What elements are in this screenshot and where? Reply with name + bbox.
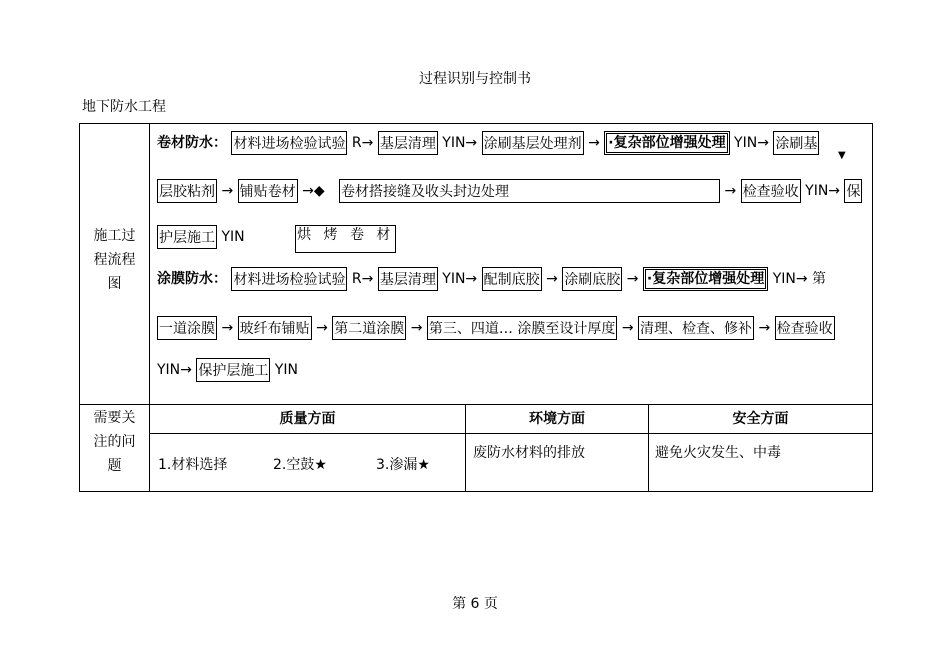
flow-arrow: R→ <box>351 271 374 287</box>
flow-step: 第二道涂膜 <box>332 316 406 340</box>
flow-step: 护层施工 <box>157 225 217 249</box>
flow-arrow: R→ <box>351 135 374 151</box>
flow-step: 保 <box>844 179 862 203</box>
flow-arrow: YIN→ <box>772 271 808 287</box>
membrane-flow-line-3 <box>157 225 396 251</box>
safety-issue: 避免火灾发生、中毒 <box>655 445 781 461</box>
section-title: 地下防水工程 <box>82 99 166 115</box>
flow-step: 涂刷基层处理剂 <box>482 131 584 155</box>
flow-step: 检查验收 <box>741 179 801 203</box>
flow-arrow: YIN→ <box>734 135 769 151</box>
flow-arrow: → <box>221 320 234 336</box>
down-arrow-icon: ▼ <box>838 150 846 161</box>
flow-step-key: ·复杂部位增强处理 <box>604 131 729 155</box>
flow-step: 配制底胶 <box>482 267 542 291</box>
flow-step: 卷材搭接缝及收头封边处理 <box>339 179 720 203</box>
flow-arrow: YIN→ <box>442 271 478 287</box>
flow-arrow: YIN→ <box>442 135 478 151</box>
flowchart-row-label <box>80 224 149 296</box>
flow-step-continued: 第 <box>812 271 827 287</box>
document-title: 过程识别与控制书 <box>419 71 531 87</box>
flow-step: 保护层施工 <box>196 358 270 382</box>
flow-arrow: YIN→ <box>805 183 841 199</box>
environment-header: 环境方面 <box>529 411 585 427</box>
membrane-label: 卷材防水： <box>157 135 227 151</box>
label-line-3: 题 <box>107 458 122 474</box>
flow-arrow: → <box>626 271 639 287</box>
flow-step-key: ·复杂部位增强处理 <box>643 267 768 291</box>
row-divider <box>80 404 872 405</box>
coating-flow-line-1 <box>157 267 826 293</box>
page-number: 第 6 页 <box>452 596 498 612</box>
flow-arrow: → <box>758 320 771 336</box>
flow-step: 清理、检查、修补 <box>638 316 754 340</box>
label-line-2: 程流程 <box>93 252 136 268</box>
flow-step: 基层清理 <box>378 267 438 291</box>
flow-arrow: → <box>588 135 600 151</box>
safety-header: 安全方面 <box>732 411 789 427</box>
quality-issue-1: 1.材料选择 <box>158 457 228 473</box>
flow-arrow: → <box>316 320 328 336</box>
flow-arrow: → <box>621 320 634 336</box>
flow-step: 检查验收 <box>775 316 835 340</box>
flow-step: 层胶粘剂 <box>157 179 217 203</box>
header-divider <box>150 433 872 434</box>
environment-issue: 废防水材料的排放 <box>473 445 585 461</box>
flow-step: 材料进场检验试验 <box>231 267 347 291</box>
coating-flow-line-2 <box>157 316 835 342</box>
flow-step: 一道涂膜 <box>157 316 217 340</box>
flow-arrow: YIN <box>274 362 298 378</box>
flow-arrow: → <box>221 183 234 199</box>
membrane-flow-line-1 <box>157 131 819 157</box>
flow-step: 基层清理 <box>378 131 438 155</box>
quality-issue-3: 3.渗漏★ <box>376 457 430 473</box>
flow-step: 涂刷基 <box>773 131 819 155</box>
flow-step: 涂刷底胶 <box>562 267 622 291</box>
flow-step: 材料进场检验试验 <box>231 131 347 155</box>
flow-arrow: YIN→ <box>157 362 192 378</box>
issues-row-label <box>80 406 149 478</box>
flow-step: 第三、四道… 涂膜至设计厚度 <box>427 316 617 340</box>
flow-arrow: YIN <box>221 229 245 245</box>
label-column-divider <box>149 124 150 491</box>
flow-step-side: 烘 烤 卷 材 <box>295 225 396 253</box>
label-line-2: 注的问 <box>93 434 136 450</box>
label-line-1: 施工过 <box>93 228 136 244</box>
flow-step: 铺贴卷材 <box>238 179 298 203</box>
label-line-1: 需要关 <box>93 410 136 426</box>
quality-header: 质量方面 <box>279 411 336 427</box>
quality-issue-2: 2.空鼓★ <box>273 457 327 473</box>
flow-arrow: → <box>724 183 737 199</box>
flow-arrow: → <box>410 320 423 336</box>
coating-flow-line-3 <box>157 358 298 384</box>
flow-arrow: →◆ <box>302 183 325 199</box>
flow-step: 玻纤布铺贴 <box>238 316 312 340</box>
flow-arrow: → <box>546 271 558 287</box>
coating-label: 涂膜防水： <box>157 271 227 287</box>
membrane-flow-line-2 <box>157 179 862 205</box>
label-line-3: 图 <box>107 276 122 292</box>
